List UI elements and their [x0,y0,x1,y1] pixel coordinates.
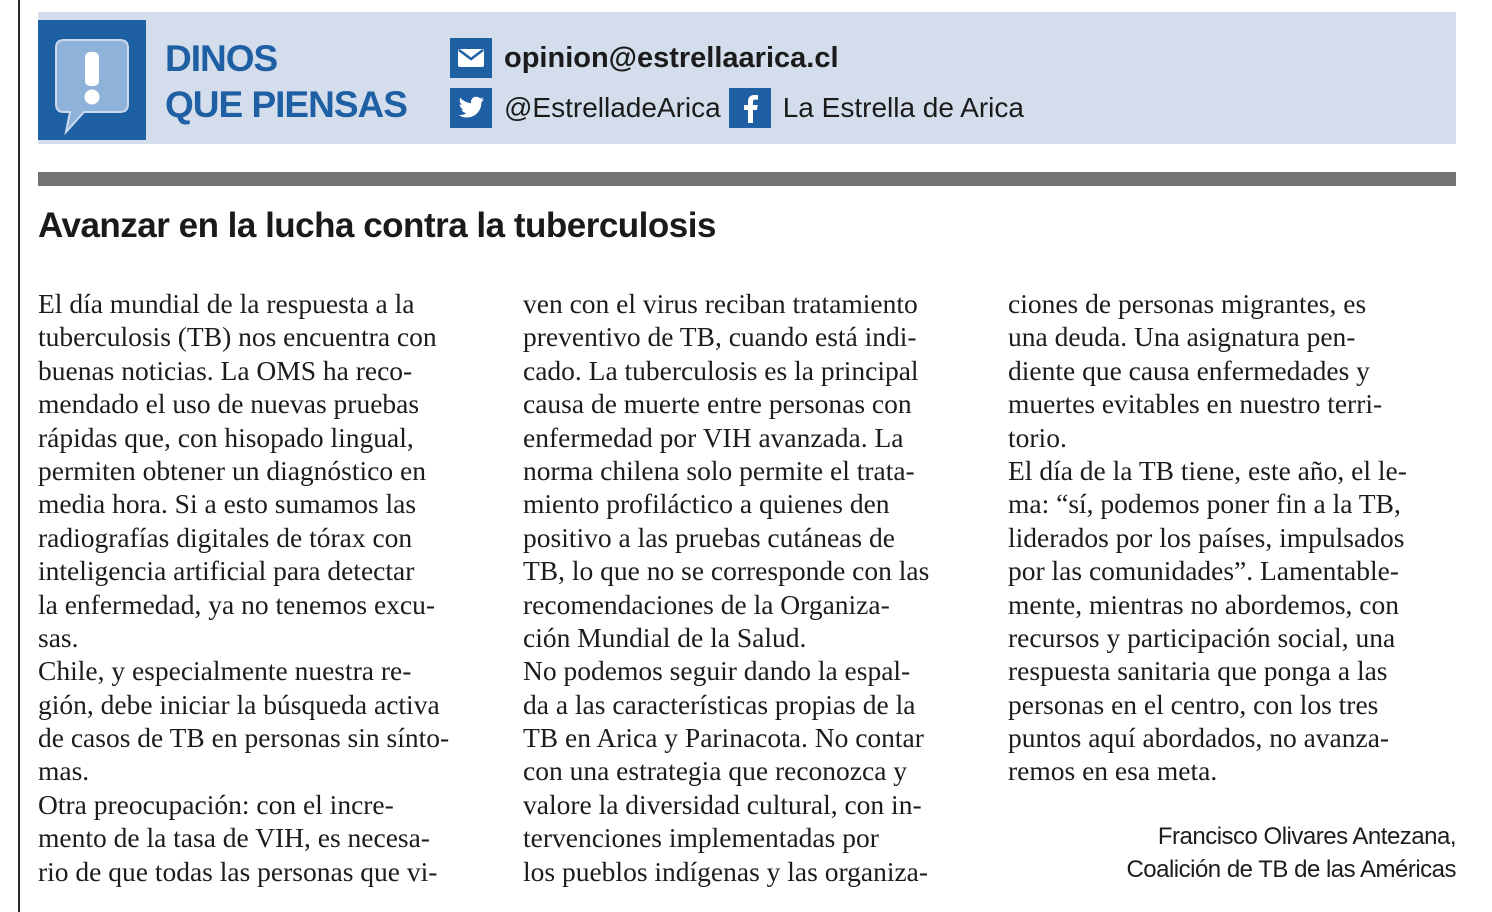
article-text-line: causa de muerte entre personas con [523,388,912,420]
article-text-line: Otra preocupación: con el incre- [38,788,394,820]
article-text-line: radiografías digitales de tórax con [38,521,413,553]
section-title-line1: DINOS [165,38,278,79]
mail-icon [450,38,492,78]
article-text-line: los pueblos indígenas y las organiza- [523,855,929,887]
section-title [165,36,407,128]
facebook-page[interactable]: La Estrella de Arica [782,92,1024,123]
article-text-line: enfermedad por VIH avanzada. La [523,421,904,453]
section-title-line2: QUE PIENSAS [165,84,407,125]
article-text-line: ciones de personas migrantes, es [1008,288,1367,319]
opinion-header-band [38,12,1456,144]
article-signature [1126,820,1456,886]
social-contacts [450,88,1024,128]
article-text-line: diente que causa enfermedades y [1008,354,1370,386]
article-text-line: da a las características propias de la [523,688,916,720]
article-column-3 [1008,287,1470,788]
article-text-line: preventivo de TB, cuando está indi- [523,321,917,353]
author-organization: Coalición de TB de las Américas [1126,856,1456,883]
article-text-line: mas. [38,755,90,787]
article-column-2 [523,287,985,888]
article-text-line: rio de que todas las personas que vi- [38,855,438,887]
article-text-line: media hora. Si a esto sumamos las [38,488,417,520]
article-text-line: la enfermedad, ya no tenemos excu- [38,588,436,620]
article-text-line: Chile, y especialmente nuestra re- [38,655,412,687]
article-text-line: buenas noticias. La OMS ha reco- [38,354,413,386]
article-text-line: El día de la TB tiene, este año, el le- [1008,454,1407,486]
article-text-line: mente, mientras no abordemos, con [1008,588,1400,620]
section-divider-bar [38,172,1456,186]
article-text-line: ción Mundial de la Salud. [523,621,807,653]
article-text-line: El día mundial de la respuesta a la [38,288,415,319]
article-text-line: recomendaciones de la Organiza- [523,588,890,620]
article-text-line: mento de la tasa de VIH, es necesa- [38,822,430,854]
article-text-line: personas en el centro, con los tres [1008,688,1379,720]
article-text-line: torio. [1008,421,1067,453]
email-contact[interactable] [450,38,839,78]
twitter-bird-icon [450,88,492,128]
email-address[interactable]: opinion@estrellaarica.cl [504,41,839,74]
article-text-line: tuberculosis (TB) nos encuentra con [38,321,437,353]
article-text-line: No podemos seguir dando la espal- [523,655,911,687]
article-text-line: rápidas que, con hisopado lingual, [38,421,414,453]
article-text-line: por las comunidades”. Lamentable- [1008,555,1399,587]
article-text-line: ma: “sí, podemos poner fin a la TB, [1008,488,1401,520]
article-text-line: respuesta sanitaria que ponga a las [1008,655,1388,687]
page-left-rule [18,0,20,912]
article-text-line: remos en esa meta. [1008,755,1218,787]
article-column-1 [38,287,500,888]
article-text-line: con una estrategia que reconozca y [523,755,908,787]
article-text-line: permiten obtener un diagnóstico en [38,454,426,486]
article-text-line: gión, debe iniciar la búsqueda activa [38,688,440,720]
article-text-line: una deuda. Una asignatura pen- [1008,321,1356,353]
article-text-line: inteligencia artificial para detectar [38,555,415,587]
article-text-line: mendado el uso de nuevas pruebas [38,388,420,420]
article-text-line: recursos y participación social, una [1008,621,1396,653]
article-text-line: cado. La tuberculosis es la principal [523,354,919,386]
article-text-line: valore la diversidad cultural, con in- [523,788,922,820]
twitter-handle[interactable]: @EstrelladeArica [504,92,721,123]
article-text-line: positivo a las pruebas cutáneas de [523,521,895,553]
article-text-line: puntos aquí abordados, no avanza- [1008,722,1390,754]
article-headline: Avanzar en la lucha contra la tuberculosis [38,206,716,245]
article-text-line: muertes evitables en nuestro terri- [1008,388,1383,420]
article-text-line: ven con el virus reciban tratamiento [523,288,918,319]
article-text-line: de casos de TB en personas sin sínto- [38,722,450,754]
article-text-line: sas. [38,621,79,653]
article-text-line: TB en Arica y Parinacota. No contar [523,722,924,754]
article-text-line: miento profiláctico a quienes den [523,488,890,520]
article-text-line: norma chilena solo permite el trata- [523,454,915,486]
article-text-line: TB, lo que no se corresponde con las [523,555,930,587]
article-text-line: liderados por los países, impulsados [1008,521,1405,553]
exclamation-speech-icon [38,20,146,140]
facebook-f-icon [729,88,771,128]
article-text-line: tervenciones implementadas por [523,822,879,854]
author-name: Francisco Olivares Antezana, [1157,823,1456,850]
